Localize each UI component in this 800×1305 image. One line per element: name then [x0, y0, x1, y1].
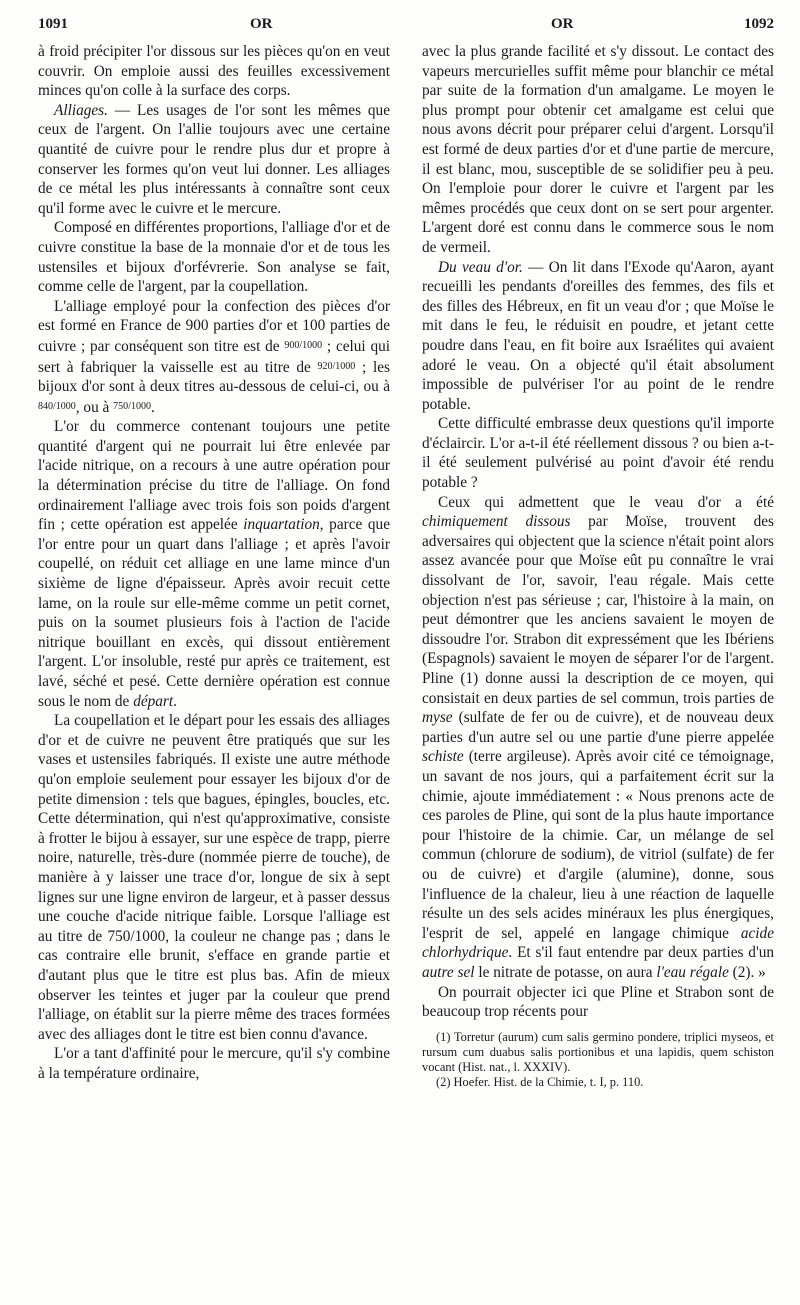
- right-column-paragraph: [422, 493, 774, 983]
- text-run: (terre argileuse). Après avoir cité ce témoignage, un savant de nos jours, qui a parfaitement écrit sur la chimie, ajoute immédiatement : « Nous prenons acte de ces paroles de Pline, qui sont de la plus haute importance pour l'histoire de la chimie. Car, un mélange de sel commun (chlorure de sodium), de vitriol (sulfate) de fer ou de cuivre) et d'argile (alumine), donne, sous l'influence de la chaleur, lieu à une réaction de laquelle résulte un des sels acides minéraux les plus énergiques, l'esprit de sel, appelé en langage chimique: [422, 748, 774, 942]
- left-column-paragraph: [38, 297, 390, 418]
- text-run: L'alliage employé pour la confection des pièces d'or est formé en France de 900 parties d'or et 100 parties de cuivre ; par conséquent son titre est de: [38, 297, 390, 355]
- text-run: Ceux qui admettent que le veau d'or a été: [438, 493, 774, 511]
- fraction: 840/1000: [38, 400, 76, 412]
- text-run: .: [173, 692, 177, 710]
- fraction: 920/1000: [317, 360, 356, 372]
- fraction: 750/1000: [113, 400, 151, 412]
- text-run: Du veau d'or.: [438, 258, 523, 276]
- text-run: — Les usages de l'or sont les mêmes que ceux de l'argent. On l'allie toujours avec une certaine quantité de cuivre pour le rendre plus dur et propre à conserver les formes qu'on veut lui donner. Les alliages de ce métal les plus intéressants à connaître sont ceux qu'il forme avec le cuivre et le mercure.: [38, 101, 390, 217]
- fraction: 900/1000: [284, 339, 323, 351]
- right-column-paragraph: Cette difficulté embrasse deux questions qu'il importe d'éclaircir. L'or a-t-il été réellement dissous ? ou bien a-t-il été seulement pulvérisé au point d'avoir été rendu potable ?: [422, 415, 774, 492]
- left-running-head: OR: [250, 16, 273, 32]
- text-run: , parce que l'or entre pour un quart dans l'alliage ; et après l'avoir coupellé, on réduit cet alliage en une lame mince d'un sixième de ligne d'épaisseur. Après avoir recuit cette lame, on la roule sur elle-même comme un petit cornet, puis on la soumet plusieurs fois à l'action de l'acide nitrique bouillant en excès, qui dissout entièrement l'argent. L'or insoluble, resté pur après ce traitement, est lavé, séché et pesé. Cette dernière opération est connue sous le nom de: [38, 516, 390, 710]
- right-column: [422, 42, 774, 1022]
- right-column-paragraph: On pourrait objecter ici que Pline et Strabon sont de beaucoup trop récents pour: [422, 983, 774, 1021]
- text-run: schiste: [422, 748, 464, 766]
- text-run: Alliages.: [54, 101, 108, 119]
- footnote: (2) Hoefer. Hist. de la Chimie, t. I, p. 110.: [436, 1074, 644, 1089]
- right-column-paragraph: [422, 258, 774, 415]
- text-run: — On lit dans l'Exode qu'Aaron, ayant recueilli les pendants d'oreilles des femmes, des fils et des filles des Hébreux, en fit un veau d'or ; que Moïse le mit dans le feu, le réduisit en poudre, et jetant cette poudre dans l'eau, en fit boire aux Israélites qui avaient adoré le veau. On a objecté qu'il était absolument impossible de pulvériser l'or au point de le rendre potable.: [422, 258, 774, 413]
- left-column-paragraph: L'or a tant d'affinité pour le mercure, qu'il s'y combine à la température ordinaire,: [38, 1045, 390, 1082]
- text-run: départ: [133, 692, 174, 710]
- text-run: chimiquement dissous: [422, 513, 571, 531]
- left-column: [38, 42, 390, 1090]
- text-run: (sulfate de fer ou de cuivre), et de nouveau deux parties d'un autre sel ou une partie d'une pierre appelée: [422, 709, 774, 746]
- text-columns: [38, 42, 774, 1090]
- text-run: L'or du commerce contenant toujours une petite quantité d'argent qui ne pourrait lui être enlevée par l'acide nitrique, on a recours à une autre opération pour la détermination précise du titre de l'alliage. On fond ordinairement l'alliage avec trois fois son poids d'argent fin ; cette opération est appelée: [38, 418, 390, 534]
- text-run: inquartation: [243, 516, 320, 534]
- right-running-head: OR: [551, 16, 574, 32]
- text-run: le nitrate de potasse, on aura: [474, 963, 657, 981]
- text-run: , ou à: [75, 398, 114, 416]
- text-run: par Moïse, trouvent des adversaires qui objectent que la science n'était point alors assez avancée pour que Moïse eût pu connaître le vrai dissolvant de l'or, savoir, l'eau régale. Mais cette objection n'est pas sérieuse ; car, l'histoire à la main, on peut démontrer que les anciens savaient le moyen de dissoudre l'or. Strabon dit expressément que les Ibériens (Espagnols) savaient le moyen de séparer l'or de l'argent. Pline (1) donne aussi la description de ce moyen, qui consistait en deux parties de sel commun, trois parties de: [422, 513, 775, 707]
- right-column-paragraph: avec la plus grande facilité et s'y dissout. Le contact des vapeurs mercurielles suffit même pour blanchir ce métal par suite de la formation d'un amalgame. Le moyen le plus prompt pour obtenir cet amalgame est celui que nous avons décrit pour préparer celui d'argent. Lorsqu'il est formé de deux parties d'or et d'une partie de mercure, il est blanc, mou, susceptible de se solidifier peu à peu. On l'emploie pour dorer le cuivre et l'argent par les mêmes procédés que ceux dont on se sert pour argenter. L'argent doré est connu dans le commerce sous le nom de vermeil.: [422, 43, 774, 256]
- footnote: (1) Torretur (aurum) cum salis germino pondere, triplici myseos, et rursum cum duabus salis portionibus et una lapidis, quem schiston vocant (Hist. nat., l. XXXIV).: [422, 1029, 774, 1074]
- text-run: myse: [422, 709, 453, 727]
- left-page-number: 1091: [38, 16, 68, 32]
- text-run: . Et s'il faut entendre par deux parties d'un: [508, 944, 774, 962]
- text-run: .: [150, 398, 155, 416]
- left-column-paragraph: [38, 101, 390, 219]
- text-run: ; celui qui sert à fabriquer la vaisselle est au titre de: [38, 337, 390, 376]
- left-column-paragraph: La coupellation et le départ pour les essais des alliages d'or et de cuivre ne peuvent être pratiqués que sur les vases et ustensiles fabriqués. Il existe une autre méthode qu'on emploie seulement pour essayer les bijoux d'or de petite dimension : tels que bagues, épingles, boucles, etc. Cette détermination, qui n'est qu'approximative, consiste à frotter le bijou à essayer, sur une espèce de trapp, pierre noire, naturelle, très-dure (nommée pierre de touche), de manière à y laisser une trace d'or, longue de six à sept lignes sur une ligne environ de largeur, et à passer dessus une couche d'acide nitrique faible. Lorsque l'alliage est au titre de 750/1000, la couleur ne change pas ; dans le cas contraire elle brunit, s'efface en grande partie et d'autant plus que le titre est plus bas. Afin de mieux observer les teintes et juger par la couleur que prend l'alliage, on établit sur la pierre même des traces formées avec des alliages dont le titre est bien connu d'avance.: [38, 712, 390, 1043]
- text-run: ; les bijoux d'or sont à deux titres au-dessous de celui-ci, ou à: [38, 358, 390, 396]
- text-run: autre sel: [422, 963, 475, 981]
- left-column-paragraph: Composé en différentes proportions, l'alliage d'or et de cuivre constitue la base de la monnaie d'or et de tous les ustensiles et bijoux d'orfévrerie. Son analyse se fait, comme celle de l'argent, par la coupellation.: [38, 219, 390, 296]
- text-run: acide chlorhydrique: [422, 924, 774, 962]
- right-column-wrap: [422, 42, 774, 1090]
- text-run: (2). »: [728, 963, 766, 981]
- page-header: [38, 10, 774, 40]
- left-column-paragraph: à froid précipiter l'or dissous sur les pièces qu'on en veut couvrir. On emploie aussi des feuilles excessivement minces qu'on colle à la surface des corps.: [38, 43, 390, 100]
- text-run: l'eau régale: [656, 963, 729, 981]
- footnotes: [422, 1030, 774, 1090]
- left-column-paragraph: [38, 417, 390, 711]
- right-page-number: 1092: [744, 16, 774, 32]
